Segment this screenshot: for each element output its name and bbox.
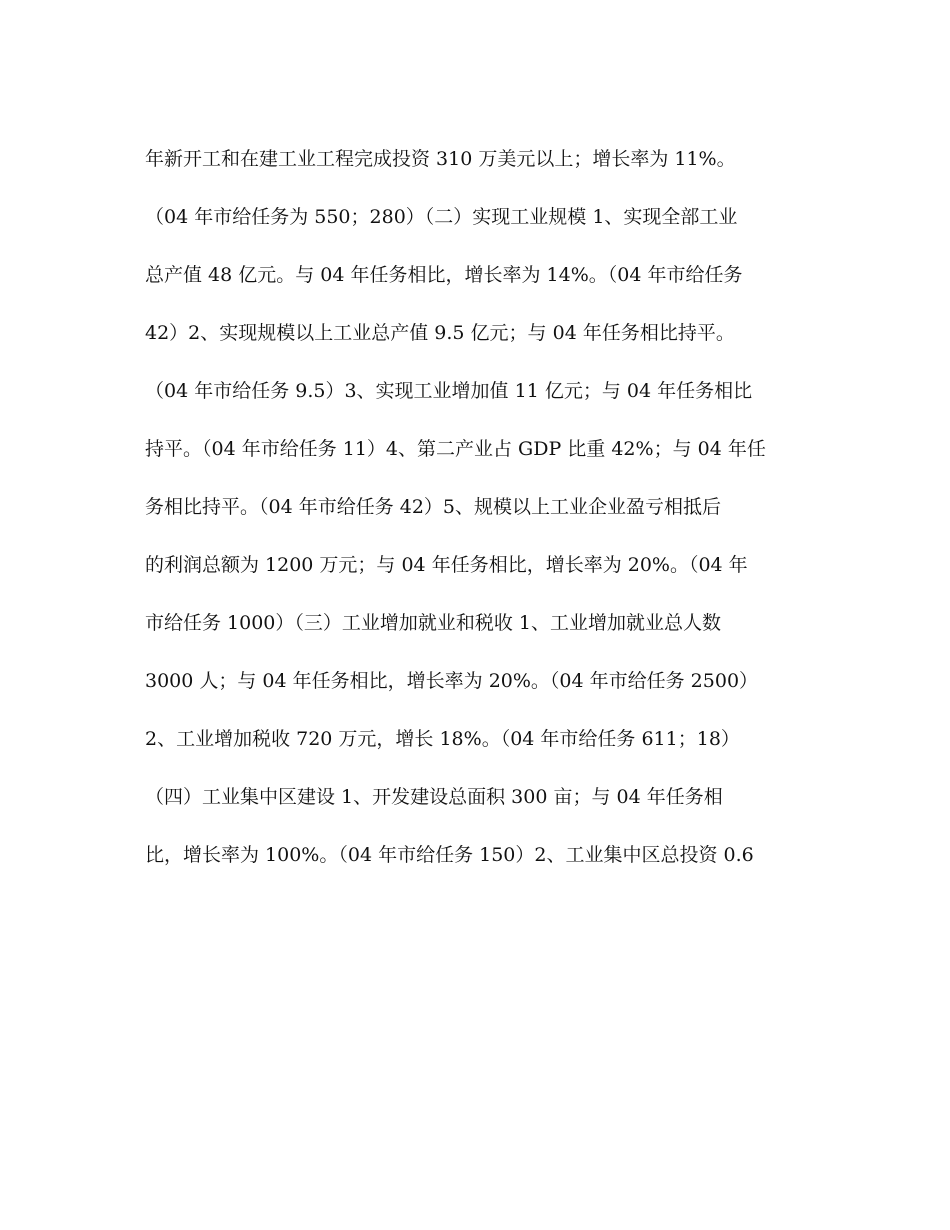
text-line: 年新开工和在建工业工程完成投资 310 万美元以上；增长率为 11%。: [145, 148, 736, 170]
text-line: 持平。（04 年市给任务 11）4、第二产业占 GDP 比重 42%；与 04 年任: [145, 438, 766, 460]
text-line: 务相比持平。（04 年市给任务 42）5、规模以上工业企业盈亏相抵后: [145, 496, 722, 518]
text-line: 2、工业增加税收 720 万元，增长 18%。（04 年市给任务 611；18）: [145, 728, 740, 750]
text-line: 42）2、实现规模以上工业总产值 9.5 亿元；与 04 年任务相比持平。: [145, 322, 735, 344]
text-line: 的利润总额为 1200 万元；与 04 年任务相比，增长率为 20%。（04 年: [145, 554, 748, 576]
text-line: （04 年市给任务为 550；280）（二）实现工业规模 1、实现全部工业: [145, 206, 738, 228]
text-line: 市给任务 1000）（三）工业增加就业和税收 1、工业增加就业总人数: [145, 612, 722, 634]
text-line: 总产值 48 亿元。与 04 年任务相比，增长率为 14%。（04 年市给任务: [145, 264, 743, 286]
text-line: 比，增长率为 100%。（04 年市给任务 150）2、工业集中区总投资 0.6: [145, 844, 754, 866]
text-line: 3000 人；与 04 年任务相比，增长率为 20%。（04 年市给任务 2500）: [145, 670, 759, 692]
text-line: （04 年市给任务 9.5）3、实现工业增加值 11 亿元；与 04 年任务相比: [145, 380, 753, 402]
body-text: [145, 136, 825, 890]
text-line: （四）工业集中区建设 1、开发建设总面积 300 亩；与 04 年任务相: [145, 786, 723, 808]
